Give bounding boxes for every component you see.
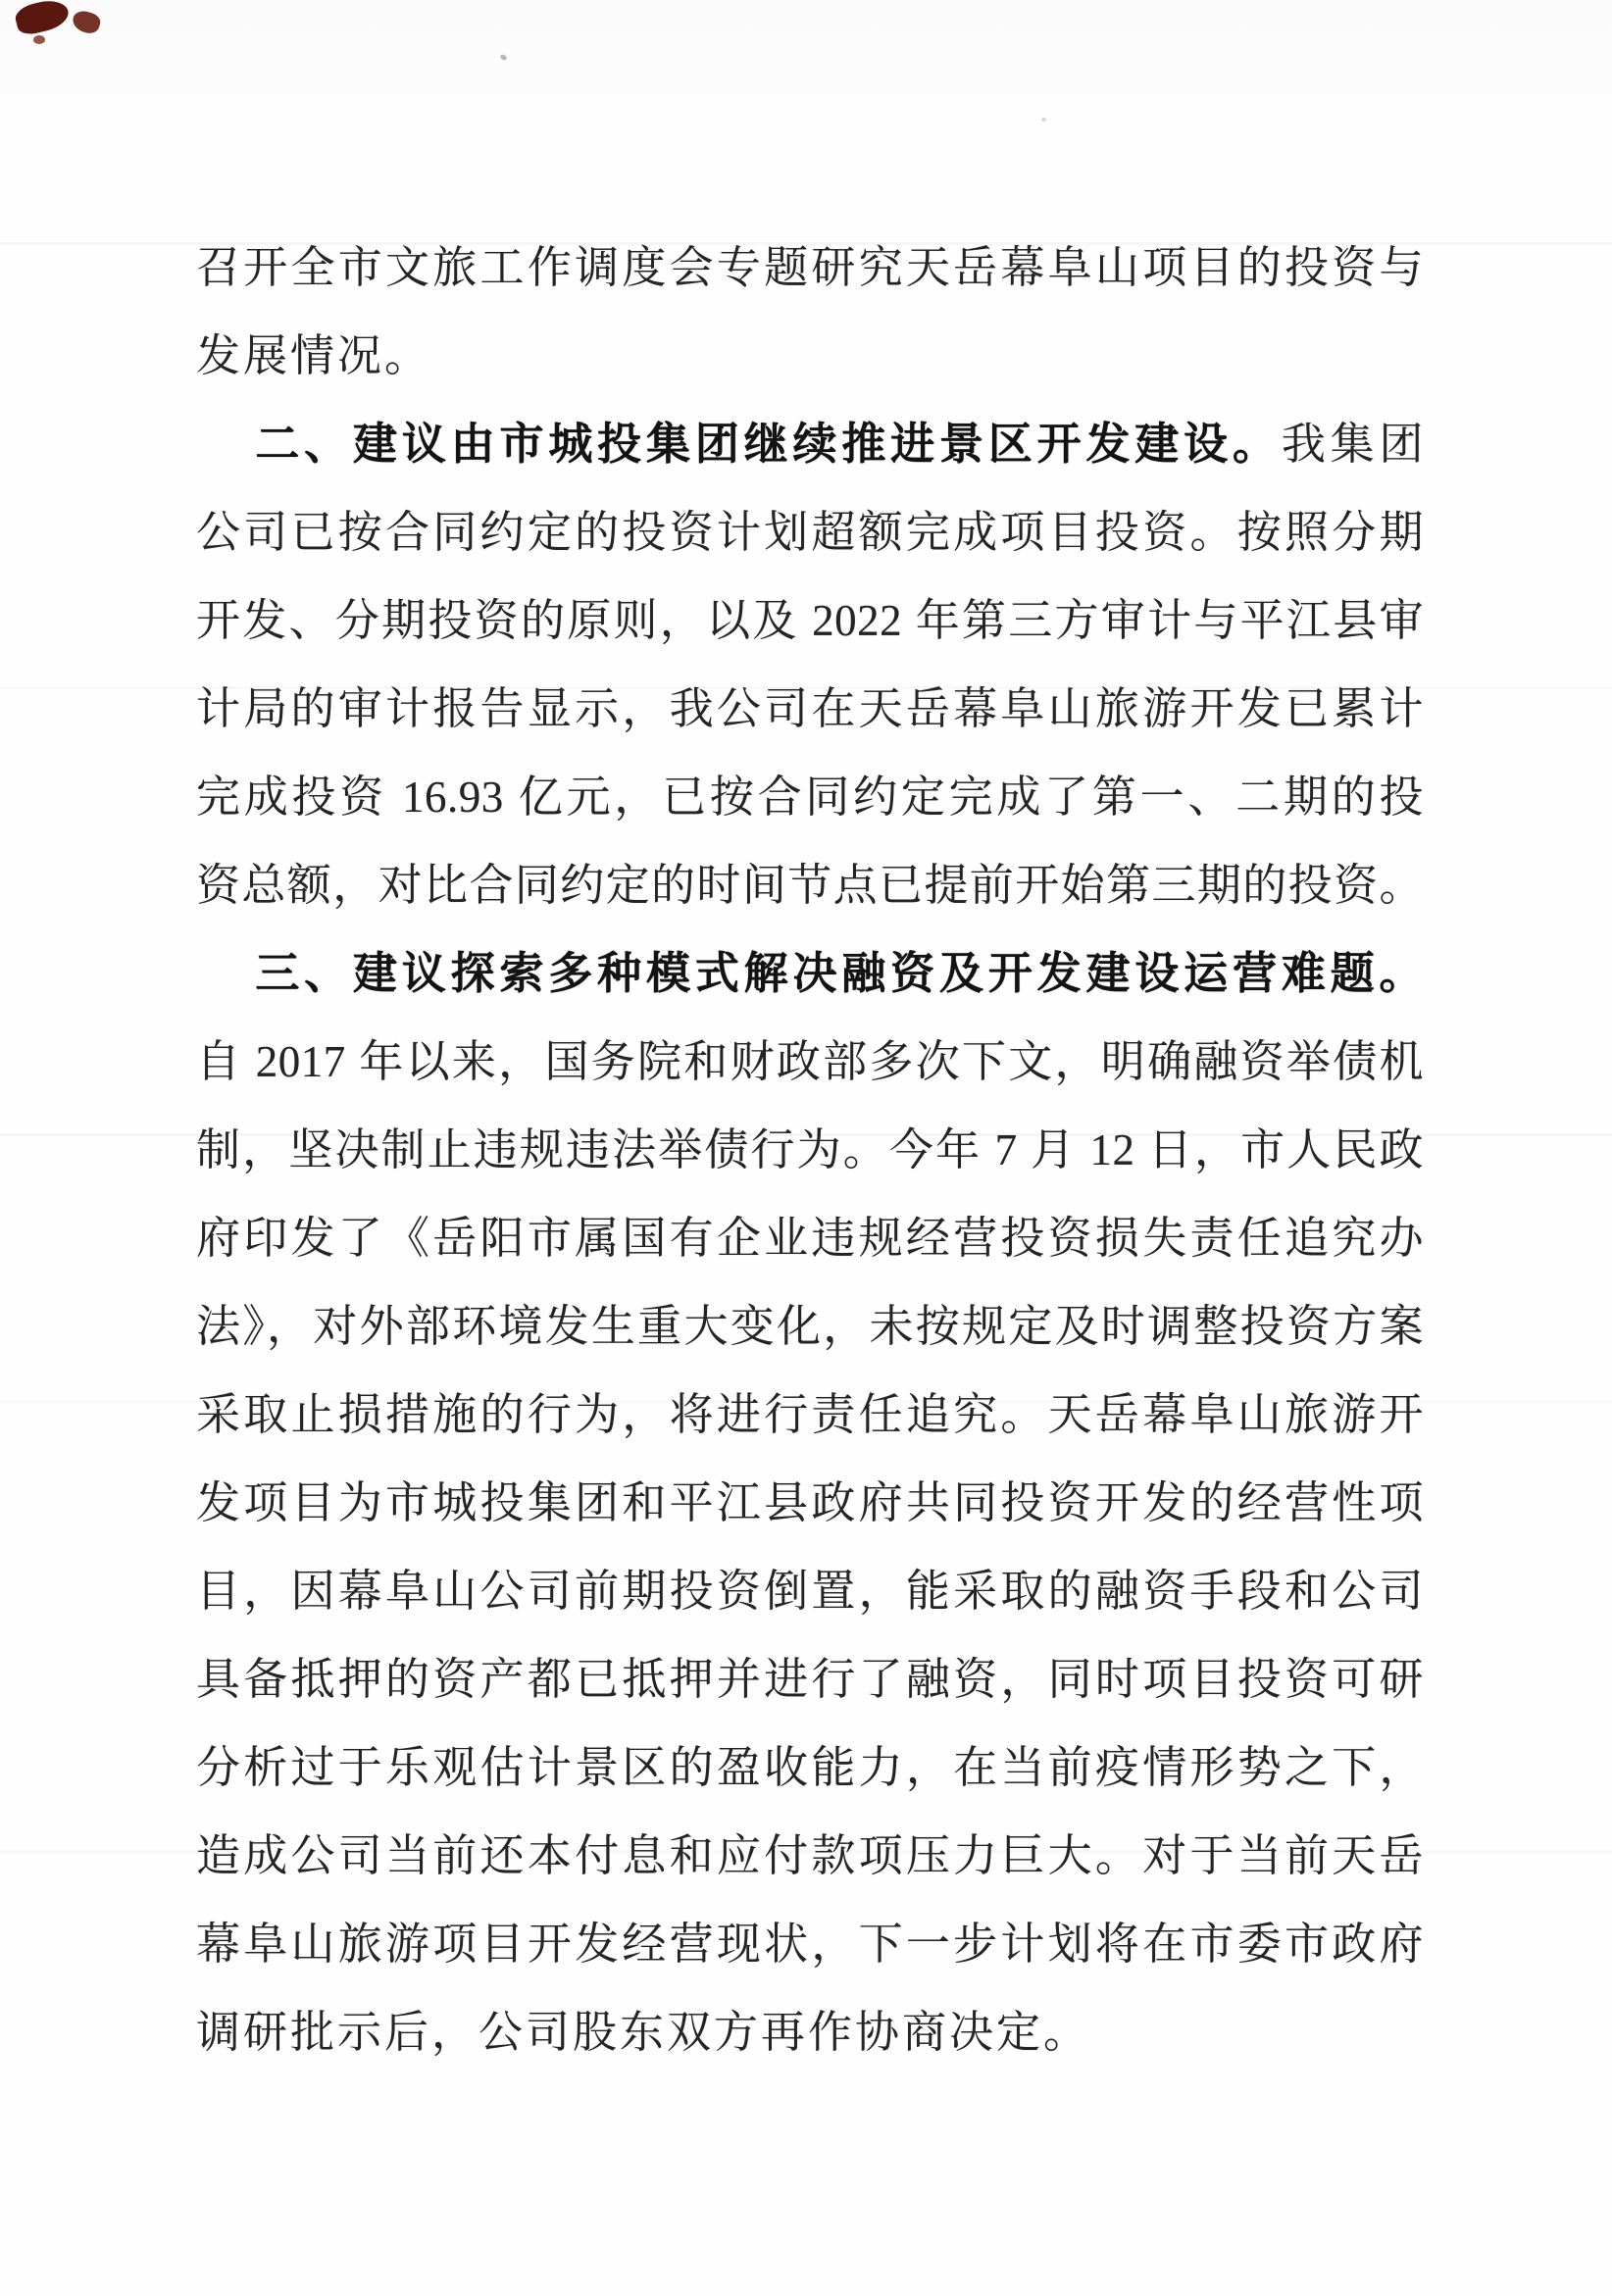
body-text: 自 2017 年以来，国务院和财政部多次下文，明确融资举债机 (196, 1037, 1424, 1086)
text-line (196, 1900, 1424, 1988)
text-line (196, 488, 1424, 576)
text-line (196, 1812, 1424, 1900)
body-text: 调研批示后，公司股东双方再作协商决定。 (196, 2008, 1091, 2057)
body-text: 发项目为市城投集团和平江县政府共同投资开发的经营性项 (196, 1478, 1424, 1527)
text-line (196, 929, 1424, 1018)
ink-mark (13, 0, 72, 37)
text-line (196, 576, 1424, 665)
text-line (196, 1459, 1424, 1547)
body-text: 幕阜山旅游项目开发经营现状，下一步计划将在市委市政府 (196, 1920, 1424, 1969)
scan-speck (1041, 118, 1046, 122)
text-line (196, 312, 1424, 400)
text-line (196, 1371, 1424, 1459)
text-line (196, 1282, 1424, 1371)
body-text: 府印发了《岳阳市属国有企业违规经营投资损失责任追究办 (196, 1214, 1424, 1263)
body-text: 发展情况。 (196, 331, 432, 380)
text-line (196, 1723, 1424, 1812)
text-line (196, 665, 1424, 753)
heading-text: 二、建议由市城投集团继续推进景区开发建设。 (251, 420, 1282, 469)
body-text: 造成公司当前还本付息和应付款项压力巨大。对于当前天岳 (196, 1831, 1424, 1880)
ink-mark (70, 8, 102, 36)
text-line (196, 1988, 1424, 2076)
body-text: 制，坚决制止违规违法举债行为。今年 7 月 12 日，市人民政 (196, 1125, 1424, 1174)
document-text-block (196, 224, 1424, 2076)
body-text: 资总额，对比合同约定的时间节点已提前开始第三期的投资。 (196, 861, 1424, 910)
body-text: 目，因幕阜山公司前期投资倒置，能采取的融资手段和公司 (196, 1567, 1424, 1616)
text-line (196, 841, 1424, 929)
text-line (196, 400, 1424, 488)
text-line (196, 1018, 1424, 1106)
text-line (196, 1635, 1424, 1723)
scan-speck (499, 54, 508, 62)
ink-mark (33, 35, 45, 44)
body-text: 公司已按合同约定的投资计划超额完成项目投资。按照分期 (196, 508, 1424, 557)
body-text: 具备抵押的资产都已抵押并进行了融资，同时项目投资可研 (196, 1655, 1424, 1704)
body-text: 我集团 (1281, 420, 1424, 469)
text-line (196, 1194, 1424, 1282)
body-text: 召开全市文旅工作调度会专题研究天岳幕阜山项目的投资与 (196, 243, 1424, 292)
text-line (196, 1547, 1424, 1635)
body-text: 开发、分期投资的原则，以及 2022 年第三方审计与平江县审 (196, 596, 1424, 645)
body-text: 法》，对外部环境发生重大变化，未按规定及时调整投资方案 (196, 1302, 1424, 1351)
body-text: 完成投资 16.93 亿元，已按合同约定完成了第一、二期的投 (196, 773, 1424, 822)
text-line (196, 224, 1424, 312)
heading-text: 三、建议探索多种模式解决融资及开发建设运营难题。 (251, 949, 1424, 998)
body-text: 分析过于乐观估计景区的盈收能力，在当前疫情形势之下， (196, 1743, 1424, 1792)
body-text: 采取止损措施的行为，将进行责任追究。天岳幕阜山旅游开 (196, 1390, 1424, 1439)
text-line (196, 1106, 1424, 1194)
body-text: 计局的审计报告显示，我公司在天岳幕阜山旅游开发已累计 (196, 684, 1424, 733)
text-line (196, 753, 1424, 841)
